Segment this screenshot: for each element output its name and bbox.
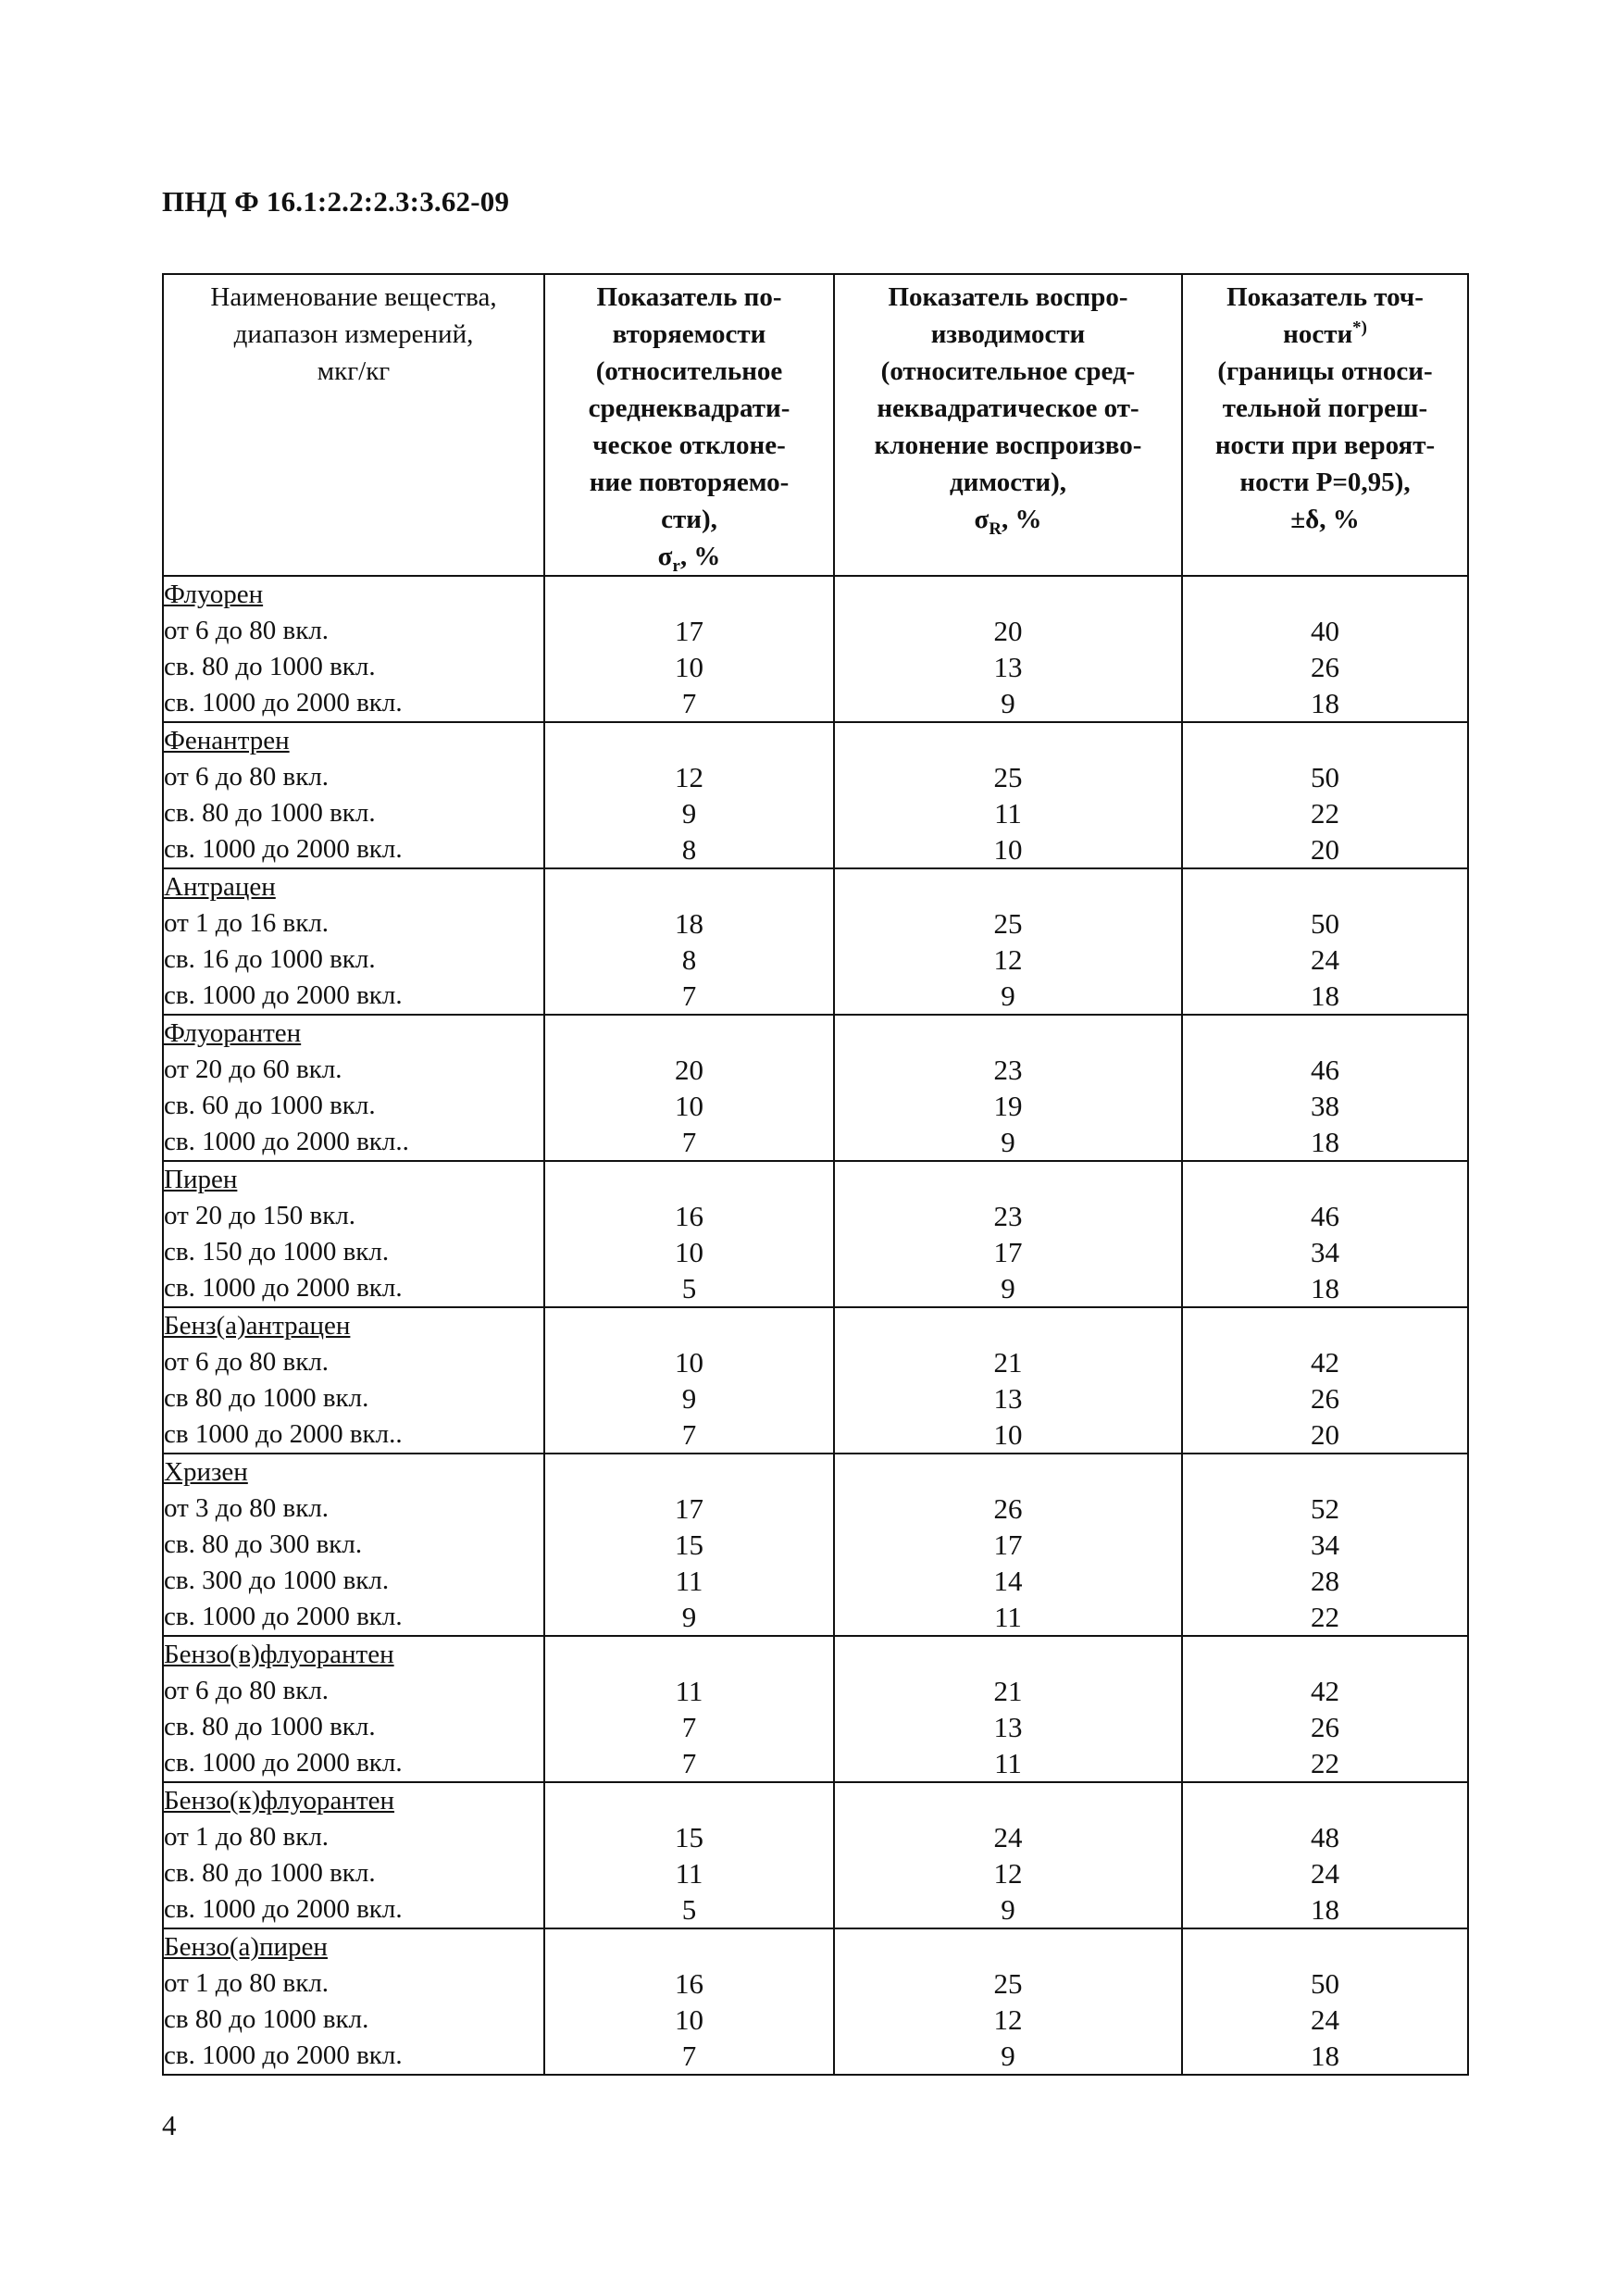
repeatability-value: 8 (681, 833, 697, 866)
substance-name: Флуорен (164, 580, 264, 609)
repeatability-value: 10 (675, 651, 703, 683)
accuracy-cell (1182, 1307, 1468, 1454)
substance-name: Бенз(а)антрацен (164, 1311, 351, 1341)
accuracy-cell (1182, 1928, 1468, 2075)
measurement-range: св 80 до 1000 вкл. (164, 1383, 369, 1413)
repeatability-value: 17 (675, 615, 703, 647)
table-row (163, 576, 1468, 722)
measurement-range: св. 300 до 1000 вкл. (164, 1566, 390, 1595)
substance-cell (163, 868, 544, 1015)
table-body (163, 576, 1468, 2075)
reproducibility-value: 20 (993, 615, 1023, 647)
reproducibility-value: 25 (993, 761, 1023, 793)
measurement-range: от 20 до 60 вкл. (164, 1054, 342, 1084)
reproducibility-value: 12 (993, 1857, 1023, 1890)
substance-name: Хризен (164, 1457, 248, 1487)
measurement-range: св. 80 до 300 вкл. (164, 1529, 363, 1559)
measurement-range: св. 1000 до 2000 вкл. (164, 1894, 403, 1924)
reproducibility-value: 12 (993, 943, 1023, 976)
reproducibility-value: 23 (993, 1054, 1023, 1086)
document-code-header: ПНД Ф 16.1:2.2:2.3:3.62-09 (162, 185, 510, 218)
accuracy-value: 52 (1311, 1492, 1339, 1525)
accuracy-value: 46 (1311, 1200, 1339, 1232)
substance-cell (163, 722, 544, 868)
substance-name: Бензо(а)пирен (164, 1932, 328, 1962)
page-number: 4 (162, 2109, 177, 2141)
accuracy-value: 42 (1311, 1346, 1339, 1379)
accuracy-value: 18 (1311, 1272, 1339, 1304)
repeatability-value: 20 (675, 1054, 703, 1086)
substance-name: Бензо(в)флуорантен (164, 1640, 394, 1669)
measurement-range: св. 16 до 1000 вкл. (164, 944, 376, 974)
table-row (163, 1015, 1468, 1161)
substance-cell (163, 1015, 544, 1161)
repeatability-value: 7 (681, 1711, 697, 1743)
accuracy-cell (1182, 1015, 1468, 1161)
repeatability-value: 9 (681, 797, 697, 830)
reproducibility-value: 21 (993, 1346, 1023, 1379)
measurement-range: от 3 до 80 вкл. (164, 1493, 330, 1523)
measurement-range: от 6 до 80 вкл. (164, 762, 330, 792)
measurement-range: св. 1000 до 2000 вкл. (164, 2040, 403, 2070)
substance-name: Бензо(к)флуорантен (164, 1786, 395, 1816)
reproducibility-cell (834, 1454, 1182, 1636)
reproducibility-value: 9 (1001, 1893, 1015, 1926)
measurement-range: от 1 до 80 вкл. (164, 1822, 330, 1852)
table-row (163, 1307, 1468, 1454)
reproducibility-value: 9 (1001, 1272, 1015, 1304)
measurement-range: св. 1000 до 2000 вкл. (164, 688, 403, 718)
accuracy-value: 26 (1311, 1382, 1339, 1415)
repeatability-cell (544, 1307, 834, 1454)
measurement-range: св. 1000 до 2000 вкл. (164, 1748, 403, 1778)
column-header-accuracy: Показатель точ- ности*) (границы относи- тельной погреш- ности при вероят- ности P=0,95), ±δ, % (1182, 274, 1468, 576)
reproducibility-cell (834, 1015, 1182, 1161)
reproducibility-value: 17 (993, 1529, 1023, 1561)
substance-cell (163, 1636, 544, 1782)
reproducibility-value: 13 (993, 1711, 1023, 1743)
substance-cell (163, 1161, 544, 1307)
accuracy-value: 42 (1311, 1675, 1339, 1707)
accuracy-value: 22 (1311, 1601, 1339, 1633)
repeatability-value: 9 (681, 1382, 697, 1415)
accuracy-value: 18 (1311, 2040, 1339, 2072)
repeatability-value: 16 (675, 1200, 703, 1232)
substance-name: Флуорантен (164, 1018, 302, 1048)
measurement-range: св. 60 до 1000 вкл. (164, 1091, 376, 1120)
accuracy-cell (1182, 576, 1468, 722)
accuracy-value: 46 (1311, 1054, 1339, 1086)
repeatability-value: 7 (681, 2040, 697, 2072)
reproducibility-value: 9 (1001, 2040, 1015, 2072)
accuracy-cell (1182, 1161, 1468, 1307)
reproducibility-value: 26 (993, 1492, 1023, 1525)
measurement-range: св. 1000 до 2000 вкл. (164, 1273, 403, 1303)
reproducibility-value: 21 (993, 1675, 1023, 1707)
measurement-range: от 1 до 80 вкл. (164, 1968, 330, 1998)
repeatability-value: 16 (675, 1967, 703, 2000)
reproducibility-cell (834, 1782, 1182, 1928)
repeatability-value: 15 (675, 1821, 703, 1853)
measurement-range: от 6 до 80 вкл. (164, 1347, 330, 1377)
substance-cell (163, 576, 544, 722)
reproducibility-value: 14 (993, 1565, 1023, 1597)
accuracy-value: 26 (1311, 1711, 1339, 1743)
repeatability-symbol: $\sigma_r$, % (657, 542, 721, 576)
accuracy-value: 18 (1311, 980, 1339, 1012)
repeatability-value: 7 (681, 1126, 697, 1158)
reproducibility-cell (834, 576, 1182, 722)
accuracy-value: 22 (1311, 1747, 1339, 1779)
accuracy-cell (1182, 1454, 1468, 1636)
reproducibility-value: 19 (993, 1090, 1023, 1122)
measurement-range: св. 150 до 1000 вкл. (164, 1237, 390, 1267)
repeatability-cell (544, 576, 834, 722)
measurement-range: св 80 до 1000 вкл. (164, 2004, 369, 2034)
table-row (163, 1161, 1468, 1307)
repeatability-value: 8 (681, 943, 697, 976)
repeatability-value: 7 (681, 1418, 697, 1451)
measurement-range: св. 80 до 1000 вкл. (164, 652, 376, 681)
measurement-range: св. 1000 до 2000 вкл. (164, 834, 403, 864)
repeatability-value: 10 (675, 1346, 703, 1379)
repeatability-value: 5 (681, 1893, 697, 1926)
reproducibility-value: 13 (993, 651, 1023, 683)
reproducibility-value: 11 (994, 1601, 1022, 1633)
footnote-marker: *) (1352, 318, 1367, 338)
accuracy-value: 50 (1311, 1967, 1339, 2000)
reproducibility-value: 25 (993, 1967, 1023, 2000)
measurement-range: от 6 до 80 вкл. (164, 616, 330, 645)
measurement-range: св. 1000 до 2000 вкл.. (164, 1127, 409, 1156)
repeatability-value: 7 (681, 687, 697, 719)
accuracy-value: 24 (1311, 2003, 1339, 2036)
accuracy-value: 50 (1311, 761, 1339, 793)
accuracy-value: 40 (1311, 615, 1339, 647)
table-row (163, 868, 1468, 1015)
reproducibility-symbol: $\sigma_R$, % (974, 505, 1042, 539)
accuracy-value: 20 (1311, 833, 1339, 866)
measurement-range: св. 80 до 1000 вкл. (164, 1858, 376, 1888)
reproducibility-value: 10 (993, 833, 1023, 866)
repeatability-value: 11 (675, 1857, 703, 1890)
measurement-range: от 6 до 80 вкл. (164, 1676, 330, 1705)
substance-cell (163, 1928, 544, 2075)
substance-name: Антрацен (164, 872, 276, 902)
reproducibility-value: 17 (993, 1236, 1023, 1268)
table-row (163, 1636, 1468, 1782)
reproducibility-cell (834, 868, 1182, 1015)
substance-cell (163, 1454, 544, 1636)
accuracy-footnote-line: ности*) (1283, 318, 1367, 349)
repeatability-value: 17 (675, 1492, 703, 1525)
accuracy-value: 24 (1311, 1857, 1339, 1890)
repeatability-value: 5 (681, 1272, 697, 1304)
repeatability-value: 11 (675, 1565, 703, 1597)
repeatability-value: 7 (681, 980, 697, 1012)
accuracy-cell (1182, 1636, 1468, 1782)
repeatability-cell (544, 868, 834, 1015)
repeatability-cell (544, 1928, 834, 2075)
repeatability-value: 10 (675, 2003, 703, 2036)
metrological-characteristics-table (162, 273, 1469, 2076)
measurement-range: от 1 до 16 вкл. (164, 908, 330, 938)
column-header-repeatability: Показатель по- вторяемости (относительное среднеквадрати- ческое отклоне- ние повторяемо- сти), $\sigma_r$, % (544, 274, 834, 576)
accuracy-value: 20 (1311, 1418, 1339, 1451)
accuracy-value: 34 (1311, 1236, 1339, 1268)
reproducibility-value: 12 (993, 2003, 1023, 2036)
substance-name: Фенантрен (164, 726, 290, 755)
repeatability-cell (544, 722, 834, 868)
accuracy-value: 50 (1311, 907, 1339, 940)
table-row (163, 1454, 1468, 1636)
repeatability-value: 7 (681, 1747, 697, 1779)
accuracy-value: 26 (1311, 651, 1339, 683)
repeatability-value: 9 (681, 1601, 697, 1633)
repeatability-cell (544, 1636, 834, 1782)
reproducibility-value: 23 (993, 1200, 1023, 1232)
repeatability-value: 15 (675, 1529, 703, 1561)
measurement-range: св. 1000 до 2000 вкл. (164, 1602, 403, 1631)
reproducibility-cell (834, 722, 1182, 868)
repeatability-value: 11 (675, 1675, 703, 1707)
accuracy-value: 18 (1311, 1893, 1339, 1926)
repeatability-cell (544, 1015, 834, 1161)
repeatability-value: 18 (675, 907, 703, 940)
accuracy-cell (1182, 868, 1468, 1015)
reproducibility-value: 25 (993, 907, 1023, 940)
substance-name: Пирен (164, 1165, 238, 1194)
table-row (163, 1782, 1468, 1928)
reproducibility-value: 9 (1001, 1126, 1015, 1158)
table-row (163, 722, 1468, 868)
table-row (163, 1928, 1468, 2075)
reproducibility-cell (834, 1636, 1182, 1782)
reproducibility-value: 9 (1001, 980, 1015, 1012)
substance-cell (163, 1307, 544, 1454)
repeatability-value: 12 (675, 761, 703, 793)
accuracy-value: 18 (1311, 687, 1339, 719)
repeatability-cell (544, 1161, 834, 1307)
accuracy-value: 22 (1311, 797, 1339, 830)
measurement-range: св. 80 до 1000 вкл. (164, 1712, 376, 1741)
table-header-row (163, 274, 1468, 576)
repeatability-cell (544, 1782, 834, 1928)
substance-cell (163, 1782, 544, 1928)
column-header-reproducibility: Показатель воспро- изводимости (относительное сред- неквадратическое от- клонение воспроизво- димости), $\sigma_R$, % (834, 274, 1182, 576)
reproducibility-cell (834, 1928, 1182, 2075)
accuracy-cell (1182, 722, 1468, 868)
reproducibility-cell (834, 1307, 1182, 1454)
repeatability-cell (544, 1454, 834, 1636)
reproducibility-value: 9 (1001, 687, 1015, 719)
reproducibility-value: 24 (993, 1821, 1023, 1853)
accuracy-value: 38 (1311, 1090, 1339, 1122)
measurement-range: от 20 до 150 вкл. (164, 1201, 356, 1230)
reproducibility-value: 13 (993, 1382, 1023, 1415)
reproducibility-value: 10 (993, 1418, 1023, 1451)
accuracy-value: 24 (1311, 943, 1339, 976)
reproducibility-value: 11 (994, 797, 1022, 830)
reproducibility-cell (834, 1161, 1182, 1307)
accuracy-value: 48 (1311, 1821, 1339, 1853)
accuracy-cell (1182, 1782, 1468, 1928)
measurement-range: св 1000 до 2000 вкл.. (164, 1419, 403, 1449)
accuracy-value: 34 (1311, 1529, 1339, 1561)
column-header-substance: Наименование вещества, диапазон измерений, мкг/кг (163, 274, 544, 576)
repeatability-value: 10 (675, 1236, 703, 1268)
repeatability-value: 10 (675, 1090, 703, 1122)
reproducibility-value: 11 (994, 1747, 1022, 1779)
accuracy-value: 28 (1311, 1565, 1339, 1597)
measurement-range: св. 1000 до 2000 вкл. (164, 980, 403, 1010)
accuracy-value: 18 (1311, 1126, 1339, 1158)
measurement-range: св. 80 до 1000 вкл. (164, 798, 376, 828)
